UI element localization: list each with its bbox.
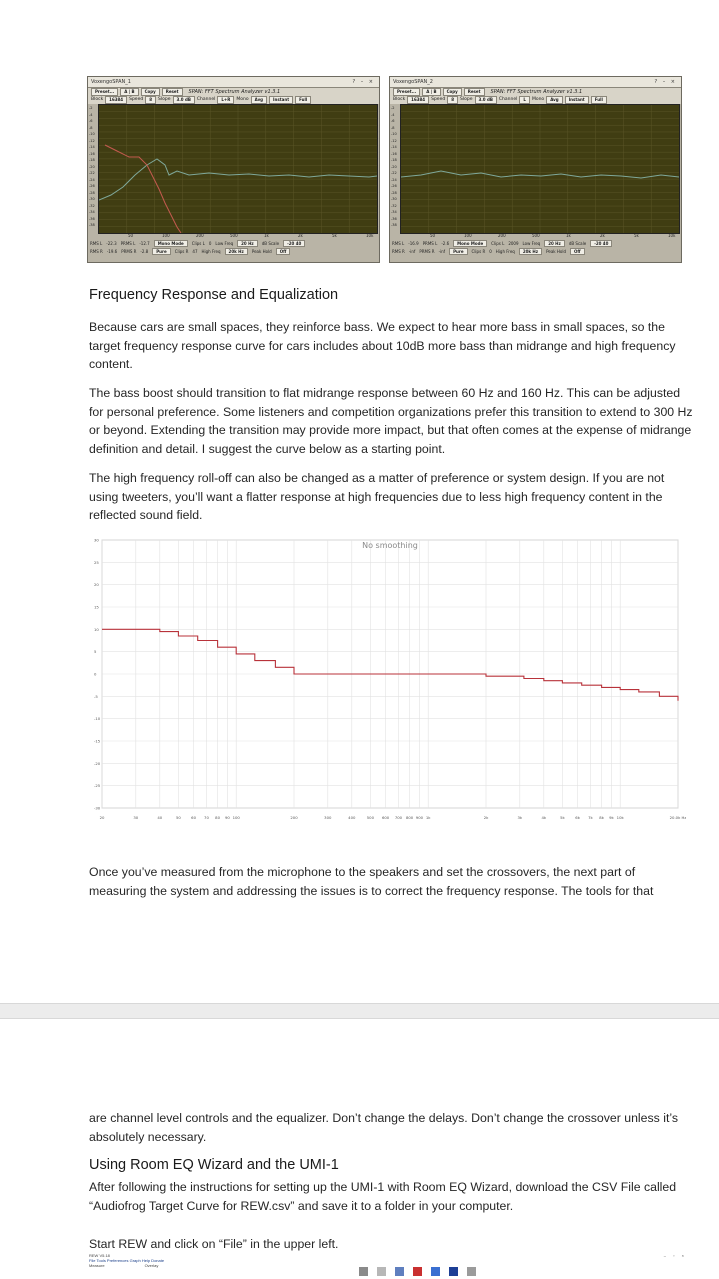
x-tick-label: 10k [668, 233, 676, 238]
x-tick-label: 400 [348, 815, 356, 820]
span-right-settings-bar [390, 96, 681, 104]
rew-menu-bar[interactable]: File Tools Preferences Graph Help Donate [89, 1258, 165, 1263]
setting-item[interactable]: Instant [565, 96, 589, 104]
x-tick-label: 3k [517, 815, 523, 820]
paragraph-measurement-next-step: Once you’ve measured from the microphone to the speakers and set the crossovers, the next part of measuring the system and addressing the issues is to correct the frequency response. The tools for that [89, 865, 654, 898]
setting-item[interactable]: Instant [269, 96, 293, 104]
status-item: Mono Mode [453, 240, 487, 247]
y-tick-label: -4 [89, 112, 93, 117]
status-item: -22.3 [106, 241, 117, 246]
setting-item[interactable]: Full [295, 96, 311, 104]
y-tick-label: -20 [391, 164, 397, 169]
y-tick-label: -30 [94, 805, 101, 811]
setting-item: Mono [236, 97, 249, 102]
y-tick-label: -2 [391, 106, 395, 110]
status-item: 20 Hz [237, 240, 258, 247]
status-item: 20 Hz [544, 240, 565, 247]
y-tick-label: -34 [89, 210, 95, 215]
span-analyzer-right [389, 76, 682, 263]
span-left-plot [98, 104, 378, 234]
span-right-window-controls[interactable]: ? – × [654, 79, 677, 85]
x-tick-label: 30 [133, 815, 139, 820]
x-tick-label: 5k [634, 233, 639, 238]
y-tick-label: -28 [391, 190, 397, 195]
y-tick-label: -34 [391, 210, 397, 215]
y-tick-label: 0 [94, 671, 97, 677]
span-left-trace-red [105, 145, 181, 233]
y-tick-label: -6 [89, 119, 93, 124]
rew-tool-icon[interactable] [359, 1267, 368, 1276]
status-item: PRMS R [419, 249, 435, 254]
span-analyzer-left [87, 76, 380, 263]
x-tick-label: 600 [381, 815, 390, 820]
status-item: 20k Hz [225, 248, 248, 255]
status-item: Peak Hold [546, 249, 566, 254]
y-tick-label: -12 [391, 138, 397, 143]
span-left-settings-bar [88, 96, 379, 104]
paragraph-level-controls: are channel level controls and the equalizer. Don’t change the delays. Don’t change the crossover unless it’s absolutely necessary. [89, 1111, 679, 1144]
y-tick-label: -36 [391, 216, 397, 221]
y-tick-label: -32 [89, 203, 95, 208]
status-item: RMS L [392, 241, 405, 246]
rew-toolbar-icons [359, 1267, 476, 1276]
y-tick-label: -6 [391, 119, 395, 124]
status-item: High Freq [201, 249, 221, 254]
status-item: 20k Hz [519, 248, 542, 255]
rew-eq-icon[interactable] [449, 1267, 458, 1276]
status-item: dB Scale [261, 241, 280, 246]
y-tick-label: -24 [89, 177, 95, 182]
x-tick-label: 100 [232, 815, 240, 820]
status-item: 2009 [508, 241, 519, 246]
y-tick-label: 20 [94, 582, 99, 588]
x-tick-label: 10k [366, 233, 374, 238]
y-tick-label: 25 [94, 559, 99, 565]
span-left-y-axis [89, 104, 98, 232]
target-curve-svg [92, 536, 686, 822]
rew-window-title: REW V5.18 [89, 1253, 110, 1258]
y-tick-label: 15 [94, 604, 99, 610]
y-tick-label: -24 [391, 177, 397, 182]
y-tick-label: -16 [391, 151, 397, 156]
rew-window-controls[interactable]: – ▫ × [663, 1253, 687, 1258]
x-tick-label: 50 [430, 233, 436, 238]
status-item: -16.9 [408, 241, 419, 246]
y-tick-label: -26 [89, 184, 95, 189]
x-tick-label: 2k [600, 233, 605, 238]
x-tick-label: 100 [162, 233, 170, 238]
y-tick-label: -4 [391, 112, 395, 117]
x-tick-label: 60 [191, 815, 197, 820]
setting-item[interactable]: 16384 [105, 96, 127, 104]
setting-item[interactable]: 3.0 dB [475, 96, 497, 104]
setting-item[interactable]: 8 [145, 96, 156, 104]
y-tick-label: 5 [94, 649, 97, 655]
span-right-y-axis [391, 104, 400, 232]
setting-item: Speed [129, 97, 144, 102]
status-item: Clips R [174, 249, 189, 254]
status-item: Low Freq [215, 241, 234, 246]
status-item: RMS R [90, 249, 103, 254]
rew-tool-icon[interactable] [431, 1267, 440, 1276]
rew-overlay-label[interactable]: Overlay [144, 1263, 159, 1268]
status-item: PRMS L [422, 241, 438, 246]
y-tick-label: -12 [89, 138, 95, 143]
x-tick-label: 6k [575, 815, 580, 820]
y-tick-label: 30 [94, 537, 99, 543]
status-item: Mono Mode [154, 240, 188, 247]
x-tick-label: 1k [425, 815, 431, 820]
setting-item[interactable]: 16384 [407, 96, 429, 104]
status-item: Clips L [491, 241, 505, 246]
target-curve-chart [92, 536, 686, 822]
x-tick-label: 1k [264, 233, 269, 238]
heading-using-rew: Using Room EQ Wizard and the UMI-1 [89, 1157, 339, 1173]
toolbar-button[interactable]: Reset [162, 88, 183, 96]
setting-item[interactable]: Avg [546, 96, 562, 104]
status-item: High Freq [495, 249, 515, 254]
x-tick-label: 80 [215, 815, 221, 820]
x-tick-label: 300 [324, 815, 332, 820]
span-left-status-row1 [90, 240, 377, 247]
span-right-window-title: VoxengoSPAN_2 [393, 79, 433, 85]
x-tick-label: 5k [332, 233, 337, 238]
chart-title: No smoothing [362, 541, 418, 550]
y-tick-label: -10 [391, 132, 397, 137]
x-tick-label: 4k [541, 815, 547, 820]
x-tick-label: 1k [566, 233, 571, 238]
y-tick-label: -30 [391, 197, 397, 202]
setting-item: Slope [158, 97, 171, 102]
y-tick-label: 10 [94, 626, 99, 632]
y-tick-label: -14 [89, 145, 95, 150]
x-tick-label: 20.0k Hz [669, 815, 686, 820]
rew-tool-icon[interactable] [467, 1267, 476, 1276]
span-left-window-controls[interactable]: ? – × [352, 79, 375, 85]
y-tick-label: -2 [89, 106, 93, 110]
x-tick-label: 500 [366, 815, 375, 820]
x-tick-label: 200 [498, 233, 506, 238]
status-item: 0 [489, 249, 492, 254]
y-tick-label: -22 [391, 171, 397, 176]
setting-item[interactable]: L [519, 96, 530, 104]
span-left-spectrum-svg [99, 105, 377, 233]
paragraph-high-frequency-rolloff: The high frequency roll-off can also be changed as a matter of preference or system design. If you are not using tweeters, you’ll want a flatter response at high frequencies due to less high frequency content in the reflected sound field. [89, 471, 665, 523]
x-tick-label: 10k [616, 815, 624, 820]
x-tick-label: 90 [224, 815, 230, 820]
y-tick-label: -15 [94, 738, 101, 744]
setting-item: Channel [196, 97, 216, 102]
x-tick-label: 5k [560, 815, 565, 820]
toolbar-button[interactable]: Reset [464, 88, 485, 96]
setting-item: Slope [460, 97, 473, 102]
setting-item[interactable]: L+R [217, 96, 234, 104]
toolbar-button[interactable]: Copy [141, 88, 160, 96]
span-right-status-row2 [392, 248, 679, 255]
x-tick-label: 900 [415, 815, 424, 820]
x-tick-label: 700 [394, 815, 403, 820]
y-tick-label: -14 [391, 145, 397, 150]
x-tick-label: 500 [532, 233, 540, 238]
status-item: Off [276, 248, 291, 255]
setting-item[interactable]: 3.0 dB [173, 96, 195, 104]
span-left-status-row2 [90, 248, 377, 255]
page-break [0, 1003, 719, 1019]
status-item: Clips R [471, 249, 486, 254]
y-tick-label: -20 [89, 164, 95, 169]
setting-item[interactable]: 8 [447, 96, 458, 104]
status-item: Low Freq [522, 241, 541, 246]
app-title: SPAN: FFT Spectrum Analyzer v1.3.1 [490, 89, 583, 95]
setting-item: Speed [431, 97, 446, 102]
paragraph-bass-reinforcement: Because cars are small spaces, they reinforce bass. We expect to hear more bass in small spaces, so the target frequency response curve for cars includes about 10dB more bass than midrange and high frequency content. [89, 320, 676, 372]
x-tick-label: 40 [157, 815, 163, 820]
status-item: -12.7 [139, 241, 150, 246]
x-tick-label: 20 [99, 815, 105, 820]
span-right-status-row1 [392, 240, 679, 247]
x-tick-label: 2k [483, 815, 489, 820]
toolbar-button[interactable]: Copy [443, 88, 462, 96]
x-tick-label: 70 [204, 815, 209, 820]
heading-frequency-response: Frequency Response and Equalization [89, 287, 339, 303]
y-tick-label: -8 [391, 125, 395, 130]
y-tick-label: -32 [391, 203, 397, 208]
y-tick-label: -8 [89, 125, 93, 130]
setting-item[interactable]: Full [591, 96, 607, 104]
status-item: -inf [408, 249, 416, 254]
status-item: Pure [449, 248, 467, 255]
x-tick-label: 800 [405, 815, 414, 820]
status-item: -20 40 [590, 240, 612, 247]
rew-tool-icon[interactable] [395, 1267, 404, 1276]
span-right-plot [400, 104, 680, 234]
x-tick-label: 7k [588, 815, 593, 820]
setting-item: Channel [498, 97, 518, 102]
span-right-spectrum-svg [401, 105, 679, 233]
status-item: dB Scale [568, 241, 587, 246]
span-right-x-axis [400, 233, 678, 239]
x-tick-label: 200 [290, 815, 298, 820]
status-item: Peak Hold [251, 249, 272, 254]
y-tick-label: -18 [89, 158, 95, 163]
y-tick-label: -38 [89, 223, 95, 228]
x-tick-label: 9k [609, 815, 614, 820]
rew-tool-icon[interactable] [377, 1267, 386, 1276]
x-tick-label: 50 [128, 233, 134, 238]
status-item: Clips L [191, 241, 205, 246]
y-tick-label: -10 [89, 132, 95, 137]
span-left-toolbar [88, 88, 379, 96]
y-tick-label: -38 [391, 223, 397, 228]
status-item: PRMS L [120, 241, 136, 246]
span-left-titlebar [88, 77, 379, 88]
y-tick-label: -25 [94, 783, 101, 789]
status-item: -20 40 [283, 240, 305, 247]
status-item: -inf [438, 249, 446, 254]
x-tick-label: 200 [196, 233, 204, 238]
y-tick-label: -36 [89, 216, 95, 221]
y-tick-label: -5 [94, 693, 98, 699]
rew-measure-label[interactable]: Measure [89, 1263, 105, 1268]
status-item: Off [570, 248, 585, 255]
x-tick-label: 8k [599, 815, 604, 820]
span-left-window-title: VoxengoSPAN_1 [91, 79, 131, 85]
setting-item: Mono [531, 97, 545, 102]
x-tick-label: 100 [464, 233, 472, 238]
x-tick-label: 500 [230, 233, 238, 238]
paragraph-bass-transition: The bass boost should transition to flat midrange response between 60 Hz and 160 Hz. This can be adjusted for personal preference. Some listeners and competition organizations prefer this transition to extend to 300 Hz or beyond. Extending the transition may provide more impact, but that often comes at the expense of midrange definition and detail. I suggest the curve below as a starting point. [89, 386, 693, 456]
toolbar-button[interactable]: A | B [120, 88, 138, 96]
rew-tool-icon[interactable] [413, 1267, 422, 1276]
status-item: Pure [152, 248, 170, 255]
toolbar-button[interactable]: Preset... [393, 88, 420, 96]
status-item: PRMS R [121, 249, 137, 254]
span-right-toolbar [390, 88, 681, 96]
status-item: 0 [208, 241, 212, 246]
span-right-titlebar [390, 77, 681, 88]
status-item: RMS L [90, 241, 103, 246]
y-tick-label: -16 [89, 151, 95, 156]
app-title: SPAN: FFT Spectrum Analyzer v1.3.1 [188, 89, 281, 95]
y-tick-label: -18 [391, 158, 397, 163]
x-tick-label: 50 [175, 815, 181, 820]
toolbar-button[interactable]: A | B [422, 88, 440, 96]
setting-item: Block [91, 97, 104, 102]
y-tick-label: -20 [94, 760, 101, 766]
y-tick-label: -28 [89, 190, 95, 195]
paragraph-start-rew: Start REW and click on “File” in the upper left. [89, 1237, 339, 1251]
span-left-x-axis [98, 233, 376, 239]
status-item: -2.6 [441, 241, 450, 246]
x-tick-label: 2k [298, 233, 303, 238]
y-tick-label: -22 [89, 171, 95, 176]
status-item: RMS R [392, 249, 405, 254]
rew-window-snippet [89, 1253, 695, 1279]
paragraph-download-csv: After following the instructions for setting up the UMI-1 with Room EQ Wizard, download the CSV File called “Audiofrog Target Curve for REW.csv” and save it to a folder in your computer. [89, 1180, 677, 1213]
status-item: -2.8 [140, 249, 149, 254]
status-item: -19.6 [106, 249, 118, 254]
setting-item: Block [393, 97, 406, 102]
status-item: 47 [192, 249, 198, 254]
y-tick-label: -10 [94, 716, 101, 722]
y-tick-label: -26 [391, 184, 397, 189]
setting-item[interactable]: Avg [251, 96, 267, 104]
toolbar-button[interactable]: Preset... [91, 88, 118, 96]
y-tick-label: -30 [89, 197, 95, 202]
